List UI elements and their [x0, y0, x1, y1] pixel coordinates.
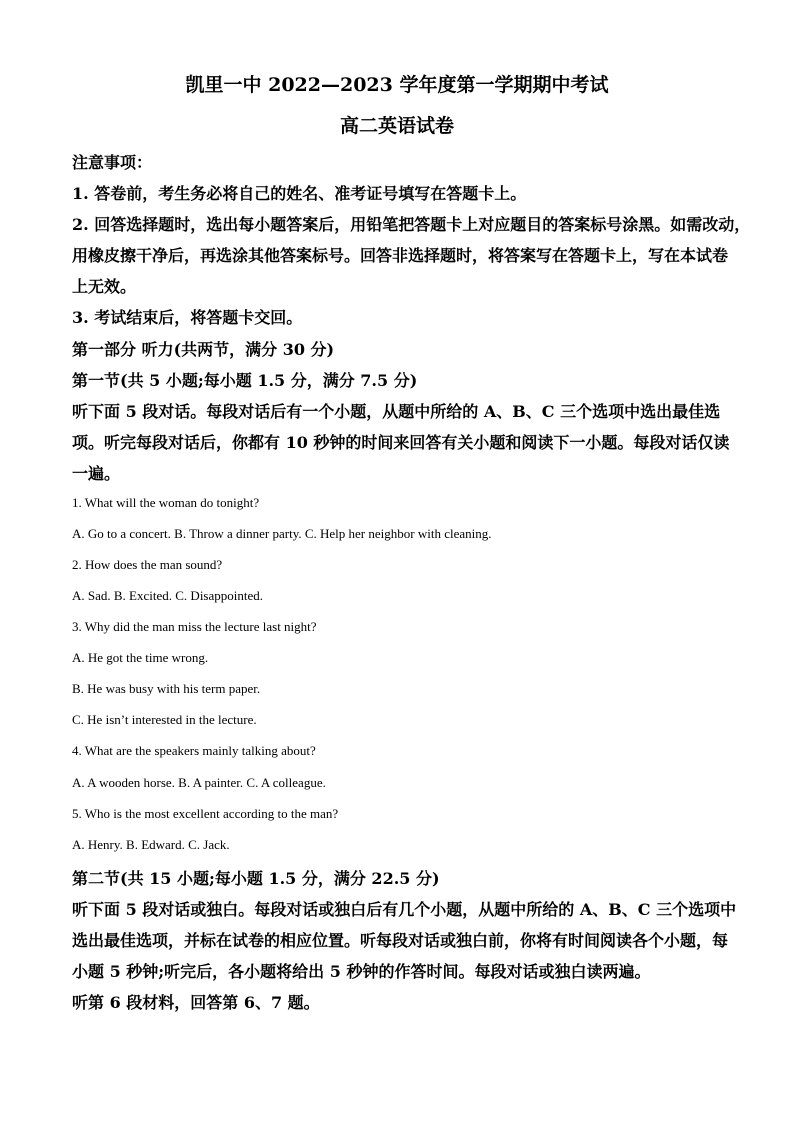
note-item-1: 1. 答卷前，考生务必将自己的姓名、准考证号填写在答题卡上。: [72, 184, 527, 203]
section2-instruction-line-1: 听下面 5 段对话或独白。每段对话或独白后有几个小题，从题中所给的 A、B、C 三个选项中: [72, 900, 737, 919]
section1-heading: 第一节(共 5 小题;每小题 1.5 分，满分 7.5 分): [72, 371, 418, 390]
notes-heading: 注意事项：: [72, 153, 153, 172]
question-4: 4. What are the speakers mainly talking about?: [72, 743, 316, 758]
section2-heading: 第二节(共 15 小题;每小题 1.5 分，满分 22.5 分): [72, 869, 440, 888]
section1-instruction-line-2: 项。听完每段对话后，你都有 10 秒钟的时间来回答有关小题和阅读下一小题。每段对话仅读: [72, 433, 730, 452]
question-3-option-a: A. He got the time wrong.: [72, 650, 209, 665]
note-item-3: 3. 考试结束后，将答题卡交回。: [72, 308, 303, 327]
exam-subtitle: 高二英语试卷: [339, 115, 454, 137]
question-5: 5. Who is the most excellent according to the man?: [72, 806, 339, 821]
question-3-option-c: C. He isn’t interested in the lecture.: [72, 712, 257, 727]
note-item-2-line-2: 用橡皮擦干净后，再选涂其他答案标号。回答非选择题时，将答案写在答题卡上，写在本试卷: [72, 246, 729, 265]
question-1: 1. What will the woman do tonight?: [72, 495, 260, 510]
question-1-options: A. Go to a concert. B. Throw a dinner party. C. Help her neighbor with cleaning.: [72, 526, 492, 541]
note-item-2-line-3: 上无效。: [72, 277, 137, 296]
question-3-option-b: B. He was busy with his term paper.: [72, 681, 261, 696]
question-2-options: A. Sad. B. Excited. C. Disappointed.: [72, 588, 264, 603]
question-2: 2. How does the man sound?: [72, 557, 223, 572]
section2-instruction-line-3: 小题 5 秒钟;听完后，各小题将给出 5 秒钟的作答时间。每段对话或独白读两遍。: [72, 962, 651, 981]
part1-heading: 第一部分 听力(共两节，满分 30 分): [72, 340, 335, 359]
section1-instruction-line-3: 一遍。: [72, 464, 121, 483]
exam-title: 凯里一中 2022—2023 学年度第一学期期中考试: [185, 74, 609, 96]
section2-material-6: 听第 6 段材料，回答第 6、7 题。: [72, 993, 320, 1012]
question-3: 3. Why did the man miss the lecture last night?: [72, 619, 317, 634]
question-4-options: A. A wooden horse. B. A painter. C. A colleague.: [72, 775, 326, 790]
note-item-2-line-1: 2. 回答选择题时，选出每小题答案后，用铅笔把答题卡上对应题目的答案标号涂黑。如需改动，: [72, 215, 751, 234]
section2-instruction-line-2: 选出最佳选项，并标在试卷的相应位置。听每段对话或独白前，你将有时间阅读各个小题，每: [72, 931, 729, 950]
section1-instruction-line-1: 听下面 5 段对话。每段对话后有一个小题，从题中所给的 A、B、C 三个选项中选出最佳选: [72, 402, 721, 421]
question-5-options: A. Henry. B. Edward. C. Jack.: [72, 837, 230, 852]
